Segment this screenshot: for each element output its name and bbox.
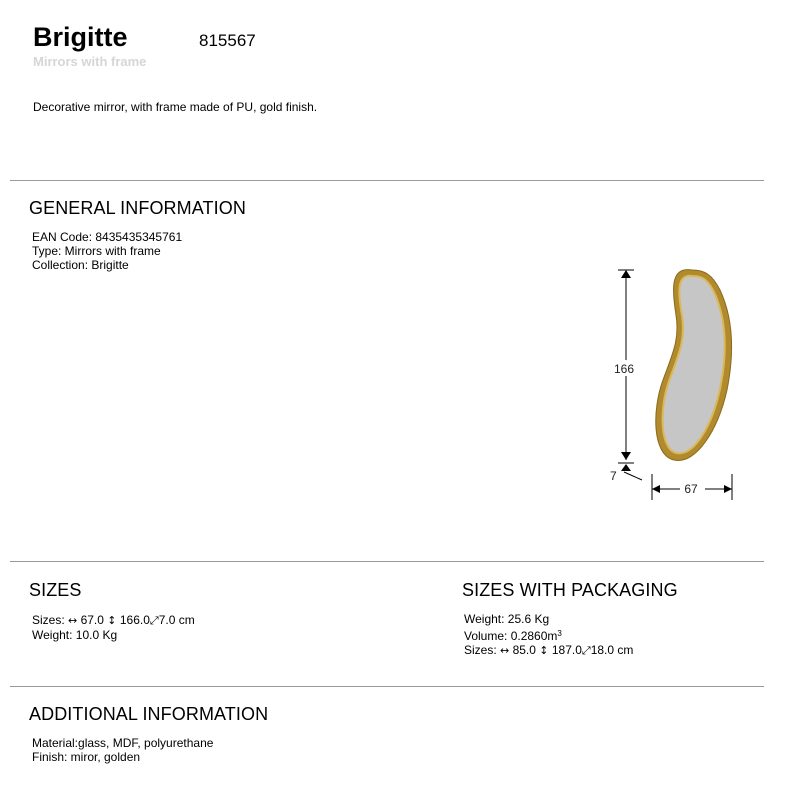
additional-info-heading: ADDITIONAL INFORMATION	[29, 704, 269, 724]
divider	[10, 561, 764, 562]
height-label: 166	[613, 362, 635, 376]
width-arrow-icon: ↔	[500, 644, 510, 657]
packaging-weight: Weight: 25.6 Kg	[464, 612, 550, 626]
depth-label: 7	[610, 469, 617, 483]
width-arrow-icon: ↔	[68, 614, 78, 627]
divider	[10, 180, 764, 181]
ean-code: EAN Code: 8435435345761	[32, 230, 183, 244]
general-info-heading: GENERAL INFORMATION	[29, 198, 246, 218]
packaging-volume: Volume: $0.2860m^3$	[464, 629, 562, 643]
product-material: Material:glass, MDF, polyurethane	[32, 736, 214, 750]
product-category: Mirrors with frame	[33, 54, 147, 69]
product-weight: Weight: 10.0 Kg	[32, 628, 118, 642]
product-code: 815567	[199, 31, 256, 50]
height-arrow-icon: ↕	[107, 614, 117, 627]
product-description: Decorative mirror, with frame made of PU, gold finish.	[33, 100, 318, 114]
product-title: Brigitte	[33, 22, 128, 52]
sizes-heading: SIZES	[29, 580, 82, 600]
product-sizes: Sizes: ↔ 67.0 ↕ 166.0⤢7.0 cm	[32, 613, 195, 627]
height-arrow-icon: ↕	[539, 644, 549, 657]
packaging-sizes: Sizes: ↔ 85.0 ↕ 187.0⤢18.0 cm	[464, 643, 634, 657]
depth-arrow-icon: ⤢	[149, 614, 159, 627]
product-type: Type: Mirrors with frame	[32, 244, 161, 258]
product-finish: Finish: miror, golden	[32, 750, 141, 764]
width-label: 67	[684, 482, 698, 496]
product-collection: Collection: Brigitte	[32, 258, 129, 272]
mirror-dimension-diagram	[600, 260, 750, 510]
depth-arrow-icon: ⤢	[581, 644, 591, 657]
divider	[10, 686, 764, 687]
packaging-heading: SIZES WITH PACKAGING	[462, 580, 678, 600]
